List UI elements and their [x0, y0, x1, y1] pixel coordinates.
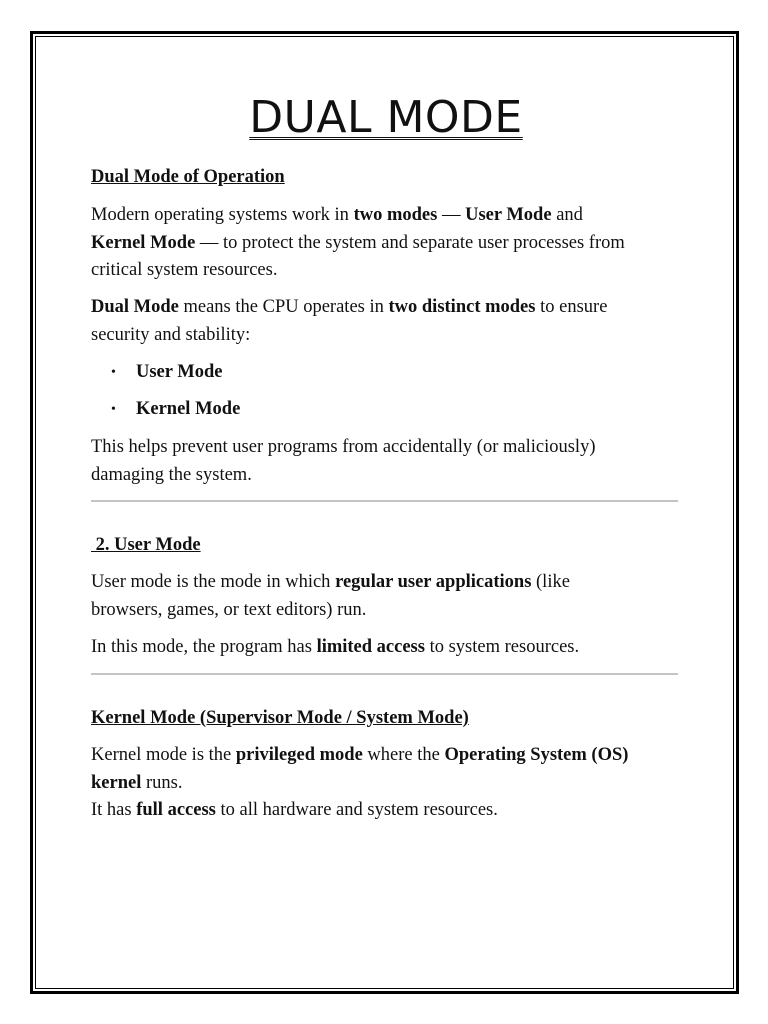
list-item: • Kernel Mode	[111, 396, 240, 424]
list-item: • User Mode	[111, 359, 222, 387]
paragraph-line: User mode is the mode in which regular user applications (like	[91, 572, 570, 592]
page-title: DUAL MODE	[249, 92, 523, 143]
paragraph-line: browsers, games, or text editors) run.	[91, 599, 367, 620]
paragraph-line: Modern operating systems work in two modes — User Mode and	[91, 205, 583, 225]
paragraph-user-mode	[91, 569, 681, 624]
paragraph-dual-mode-definition	[91, 294, 681, 349]
paragraph-line: security and stability:	[91, 324, 251, 345]
section-heading-dual-mode: Dual Mode of Operation	[91, 167, 285, 187]
paragraph-line: critical system resources.	[91, 260, 278, 280]
paragraph-line: damaging the system.	[91, 464, 252, 485]
paragraph-line: It has full access to all hardware and system resources.	[91, 800, 498, 820]
paragraph-line: Dual Mode means the CPU operates in two distinct modes to ensure	[91, 297, 608, 317]
paragraph-intro	[91, 202, 681, 285]
divider	[91, 673, 678, 675]
paragraph-limited-access	[91, 634, 681, 662]
paragraph-line: Kernel Mode — to protect the system and separate user processes from	[91, 232, 625, 253]
paragraph-line: This helps prevent user programs from accidentally (or maliciously)	[91, 437, 596, 457]
divider	[91, 500, 678, 502]
section-heading-user-mode: 2. User Mode	[91, 535, 201, 555]
paragraph-kernel-mode	[91, 742, 681, 825]
paragraph-line: Kernel mode is the privileged mode where the Operating System (OS)	[91, 745, 629, 765]
bullet-icon: •	[111, 365, 116, 380]
section-heading-kernel-mode: Kernel Mode (Supervisor Mode / System Mode)	[91, 708, 469, 728]
bullet-icon: •	[111, 402, 116, 417]
paragraph-line: In this mode, the program has limited access to system resources.	[91, 637, 580, 657]
paragraph-line: kernel runs.	[91, 772, 183, 793]
paragraph-protection	[91, 434, 681, 489]
